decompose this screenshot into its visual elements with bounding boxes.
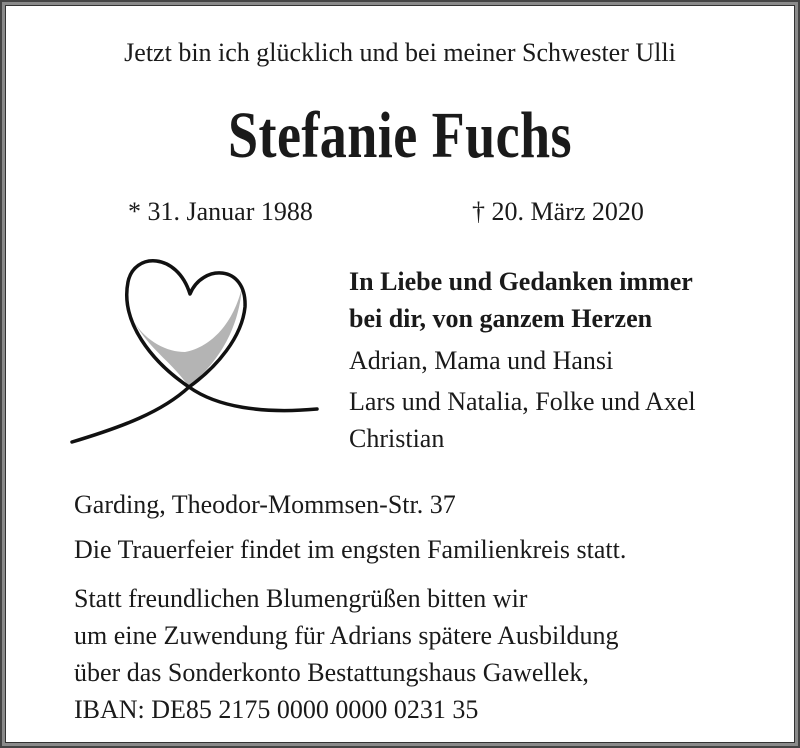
address: Garding, Theodor-Mommsen-Str. 37	[74, 490, 456, 519]
dedication-line-1: In Liebe und Gedanken immer	[349, 267, 693, 296]
birth-date: * 31. Januar 1988	[128, 197, 313, 226]
dedication-line-2: bei dir, von ganzem Herzen	[349, 304, 653, 333]
opening-quote: Jetzt bin ich glücklich und bei meiner Schwester Ulli	[124, 38, 676, 67]
donation-line-3: über das Sonderkonto Bestattungshaus Gawellek,	[74, 658, 589, 687]
mourners-line-2: Lars und Natalia, Folke und Axel	[349, 387, 696, 416]
donation-line-1: Statt freundlichen Blumengrüßen bitten wir	[74, 584, 528, 613]
deceased-name: Stefanie Fuchs	[228, 99, 572, 172]
donation-iban: IBAN: DE85 2175 0000 0000 0231 35	[74, 695, 479, 724]
ceremony-note: Die Trauerfeier findet im engsten Familienkreis statt.	[74, 535, 627, 564]
mourners-line-3: Christian	[349, 424, 445, 453]
mourners-line-1: Adrian, Mama und Hansi	[349, 346, 614, 375]
death-date: † 20. März 2020	[472, 197, 644, 226]
donation-line-2: um eine Zuwendung für Adrians spätere Ausbildung	[74, 621, 619, 650]
